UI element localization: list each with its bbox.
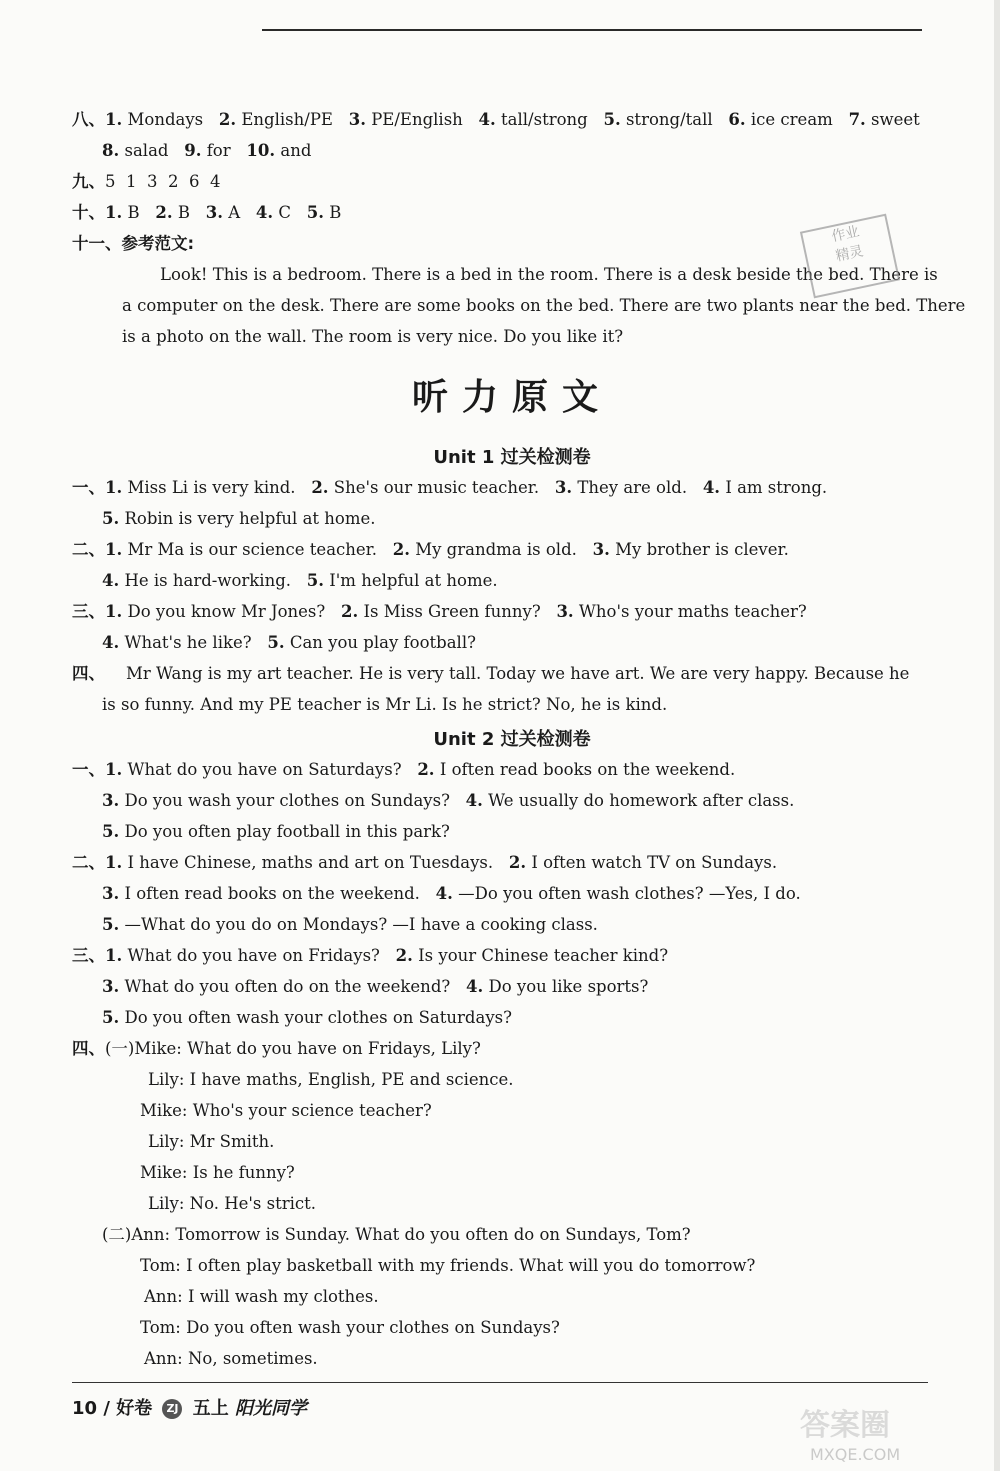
edition-badge: ZJ xyxy=(162,1399,182,1419)
watermark-url: MXQE.COM xyxy=(810,1445,901,1464)
essay-line: a computer on the desk. There are some books on the bed. There are two plants near the bed. There xyxy=(122,296,966,315)
page-edge xyxy=(994,0,1000,1471)
answer-line-9: 九、5 1 3 2 6 4 xyxy=(72,172,221,191)
u2-q1b: 3. Do you wash your clothes on Sundays? 4. We usually do homework after class. xyxy=(102,791,795,810)
essay-line: Look! This is a bedroom. There is a bed in the room. There is a desk beside the bed. There is xyxy=(160,265,938,284)
u1-q1: 一、1. Miss Li is very kind. 2. She's our music teacher. 3. They are old. 4. I am strong. xyxy=(72,478,828,497)
section-label: 八、 xyxy=(72,110,105,129)
page-number: 10 xyxy=(72,1398,98,1419)
u2-q2: 二、1. I have Chinese, maths and art on Tuesdays. 2. I often watch TV on Sundays. xyxy=(72,853,778,872)
page-footer: 10 / 好卷 ZJ 五上 阳光同学 xyxy=(72,1398,308,1419)
u1-q3b: 4. What's he like? 5. Can you play football? xyxy=(102,633,476,652)
answer-line-8b: 8. salad 9. for 10. and xyxy=(102,141,312,160)
u1-q2b: 4. He is hard-working. 5. I'm helpful at home. xyxy=(102,571,498,590)
answer-line-8: 八、1. Mondays 2. English/PE 3. PE/English 4. tall/strong 5. strong/tall 6. ice cream 7. sweet xyxy=(72,110,920,129)
u1-q1b: 5. Robin is very helpful at home. xyxy=(102,509,376,528)
u1-q4b: is so funny. And my PE teacher is Mr Li. Is he strict? No, he is kind. xyxy=(102,695,668,714)
footer-rule xyxy=(72,1382,928,1383)
u2-q3b: 3. What do you often do on the weekend? 4. Do you like sports? xyxy=(102,977,649,996)
answer-line-10: 十、1. B 2. B 3. A 4. C 5. B xyxy=(72,203,342,222)
u2-q2b: 3. I often read books on the weekend. 4. —Do you often wash clothes? —Yes, I do. xyxy=(102,884,801,903)
u1-q2: 二、1. Mr Ma is our science teacher. 2. My grandma is old. 3. My brother is clever. xyxy=(72,540,789,559)
dialogue-line: Lily: Mr Smith. xyxy=(148,1132,275,1151)
essay-line: is a photo on the wall. The room is very nice. Do you like it? xyxy=(122,327,624,346)
dialogue-line: Ann: No, sometimes. xyxy=(144,1349,318,1368)
u2-q1: 一、1. What do you have on Saturdays? 2. I often read books on the weekend. xyxy=(72,760,736,779)
unit-title: Unit 2 过关检测卷 xyxy=(433,729,591,750)
brand-logo: 阳光同学 xyxy=(235,1398,308,1419)
dialogue-line: Lily: No. He's strict. xyxy=(148,1194,316,1213)
watermark-logo: 答案圈 xyxy=(800,1408,890,1443)
dialogue-line: Tom: Do you often wash your clothes on Sundays? xyxy=(140,1318,560,1337)
u2-q2c: 5. —What do you do on Mondays? —I have a cooking class. xyxy=(102,915,598,934)
u2-q3c: 5. Do you often wash your clothes on Saturdays? xyxy=(102,1008,512,1027)
u2-q3: 三、1. What do you have on Fridays? 2. Is your Chinese teacher kind? xyxy=(72,946,669,965)
answer-line-11: 十一、参考范文: xyxy=(72,234,195,253)
dialogue-line: Lily: I have maths, English, PE and science. xyxy=(148,1070,514,1089)
dialogue-line: Ann: I will wash my clothes. xyxy=(144,1287,379,1306)
stamp-logo: 作业 精灵 xyxy=(800,214,900,299)
book-title: 好卷 xyxy=(116,1398,153,1419)
dialogue-line: Tom: I often play basketball with my friends. What will you do tomorrow? xyxy=(140,1256,756,1275)
unit-title: Unit 1 过关检测卷 xyxy=(433,447,591,468)
u1-q4: 四、 Mr Wang is my art teacher. He is very tall. Today we have art. We are very happy. Because he xyxy=(72,664,910,683)
dialogue-line: Mike: Who's your science teacher? xyxy=(140,1101,432,1120)
dialogue-line: Mike: Is he funny? xyxy=(140,1163,295,1182)
u2-q1c: 5. Do you often play football in this park? xyxy=(102,822,450,841)
u2-q4-d2: (二)Ann: Tomorrow is Sunday. What do you often do on Sundays, Tom? xyxy=(102,1225,691,1244)
top-rule xyxy=(262,29,922,31)
u2-q4-d1: 四、(一)Mike: What do you have on Fridays, Lily? xyxy=(72,1039,481,1058)
grade-label: 五上 xyxy=(192,1398,229,1419)
section-title: 听力原文 xyxy=(411,376,612,418)
u1-q3: 三、1. Do you know Mr Jones? 2. Is Miss Green funny? 3. Who's your maths teacher? xyxy=(72,602,807,621)
